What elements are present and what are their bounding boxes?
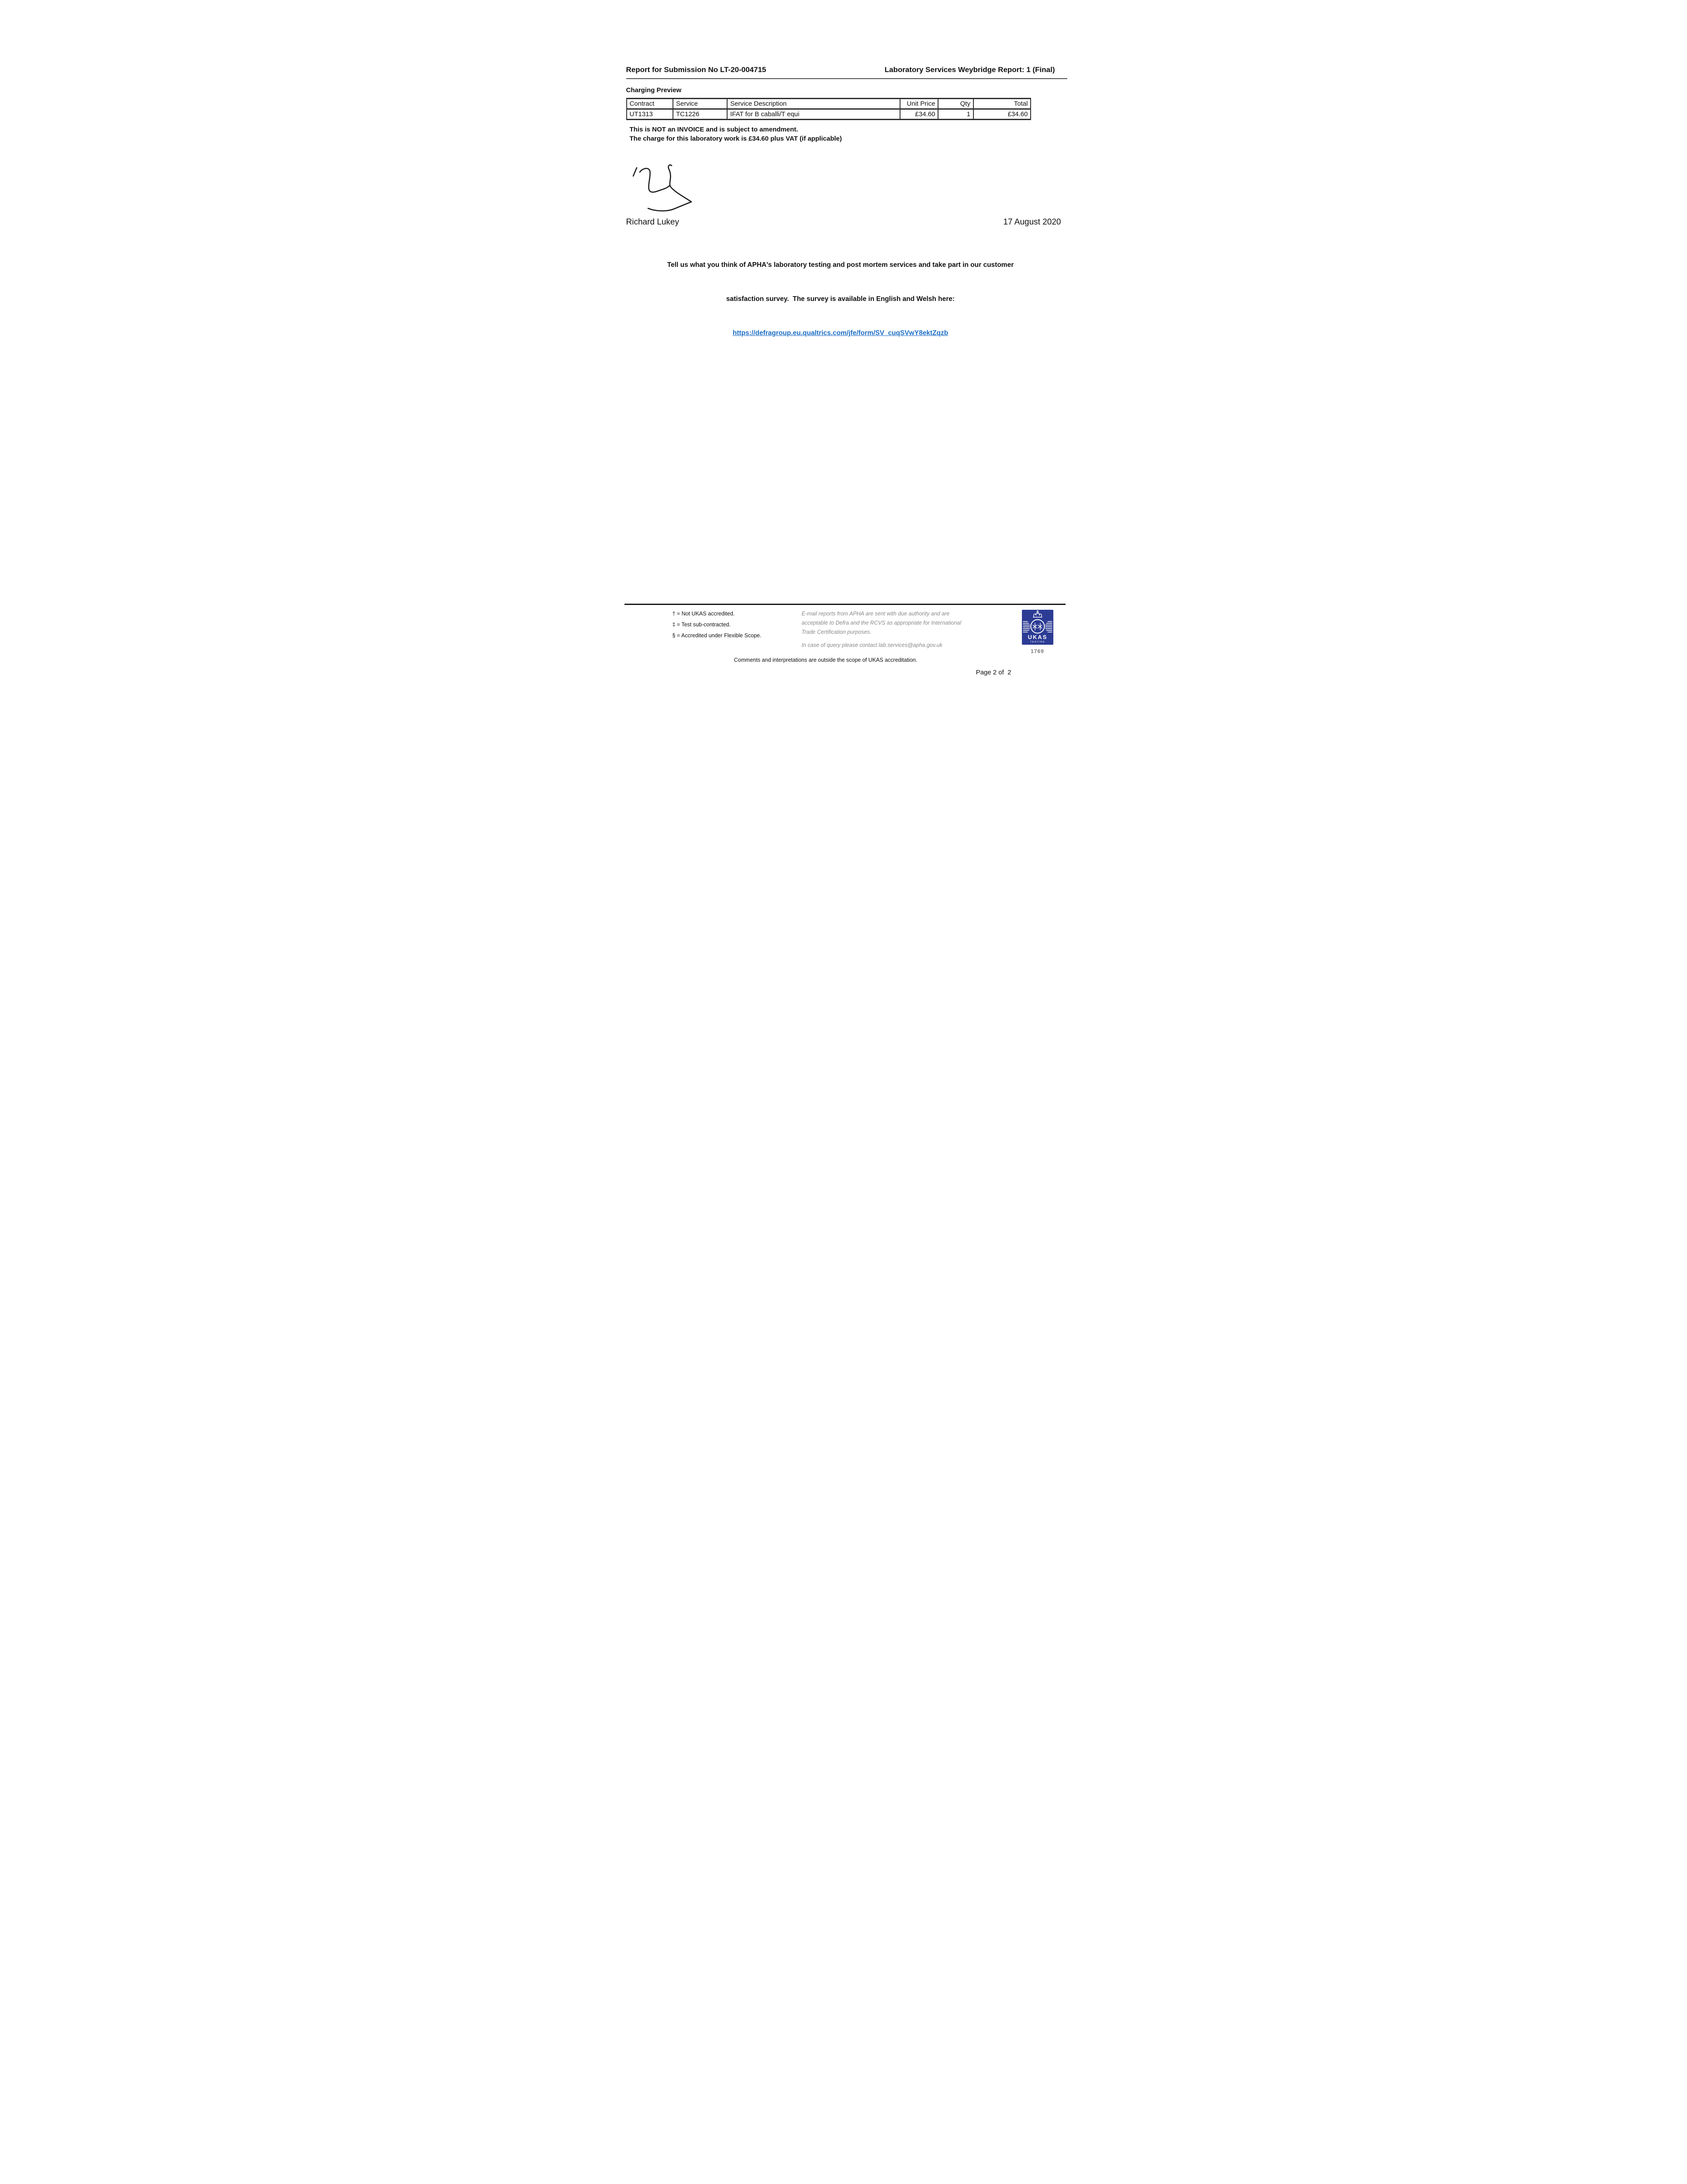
footer-divider [624,604,1066,605]
invoice-notice [630,125,1055,143]
report-date: 17 August 2020 [1003,218,1061,227]
table-row [627,109,1031,120]
email-disclaimer [802,608,1020,650]
submission-title: Report for Submission No LT-20-004715 [626,66,766,74]
cell-description: IFAT for B caballi/T equi [727,109,900,120]
column-header-description: Service Description [727,99,900,109]
charging-table [626,98,1032,120]
column-header-unit-price: Unit Price [900,99,938,109]
column-header-contract: Contract [627,99,673,109]
ukas-logo-block [1020,609,1055,654]
note-subcontracted: ‡ = Test sub-contracted. [672,622,731,628]
column-header-service: Service [673,99,727,109]
note-flexible-scope: § = Accredited under Flexible Scope. [672,632,762,639]
cell-unit-price: £34.60 [900,109,938,120]
lab-services-title: Laboratory Services Weybridge Report: 1 (Final) [884,66,1055,74]
ukas-testing-logo-icon [1021,609,1054,645]
survey-text-line1: Tell us what you think of APHA's laboratory testing and post mortem services and take part in our customer [667,261,1014,269]
column-header-qty: Qty [938,99,973,109]
page-number: Page 2 of 2 [976,669,1011,676]
column-header-total: Total [973,99,1031,109]
email-disclaimer-line2: acceptable to Defra and the RCVS as appropriate for International [801,620,961,626]
cell-service: TC1226 [673,109,727,120]
signature-image [629,162,707,215]
note-not-ukas: † = Not UKAS accredited. [672,611,735,617]
email-disclaimer-line1: E-mail reports from APHA are sent with due authority and are [801,611,950,617]
table-header-row [627,99,1031,109]
invoice-notice-line2: The charge for this laboratory work is £34.60 plus VAT (if applicable) [629,135,842,142]
query-contact-line: In case of query please contact lab.services@apha.gov.uk [801,642,942,648]
blank-space [626,337,1055,604]
ukas-logo-subtitle: TESTING [1030,641,1045,643]
email-disclaimer-line3: Trade Certification purposes. [801,629,872,635]
survey-link[interactable]: https://defragroup.eu.qualtrics.com/jfe/form/SV_cuqSVwY8ektZqzb [732,329,949,337]
ukas-logo-text: UKAS [1028,634,1047,640]
survey-text [626,237,1055,328]
header-divider [626,78,1067,79]
report-page [580,0,1108,684]
ukas-accreditation-number: 1769 [1031,648,1044,654]
signoff-row [626,218,1061,227]
cell-contract: UT1313 [627,109,673,120]
comments-disclaimer: Comments and interpretations are outside the scope of UKAS accreditation. [734,657,918,663]
survey-text-line2: satisfaction survey. The survey is available in English and Welsh here: [726,295,955,303]
survey-link-line [626,329,1055,337]
page-header [626,66,1055,74]
charging-preview-title: Charging Preview [626,86,682,94]
cell-qty: 1 [938,109,973,120]
footer [626,608,1055,654]
cell-total: £34.60 [973,109,1031,120]
accreditation-notes [673,608,802,641]
invoice-notice-line1: This is NOT an INVOICE and is subject to amendment. [629,126,798,133]
signatory-name: Richard Lukey [626,218,679,227]
